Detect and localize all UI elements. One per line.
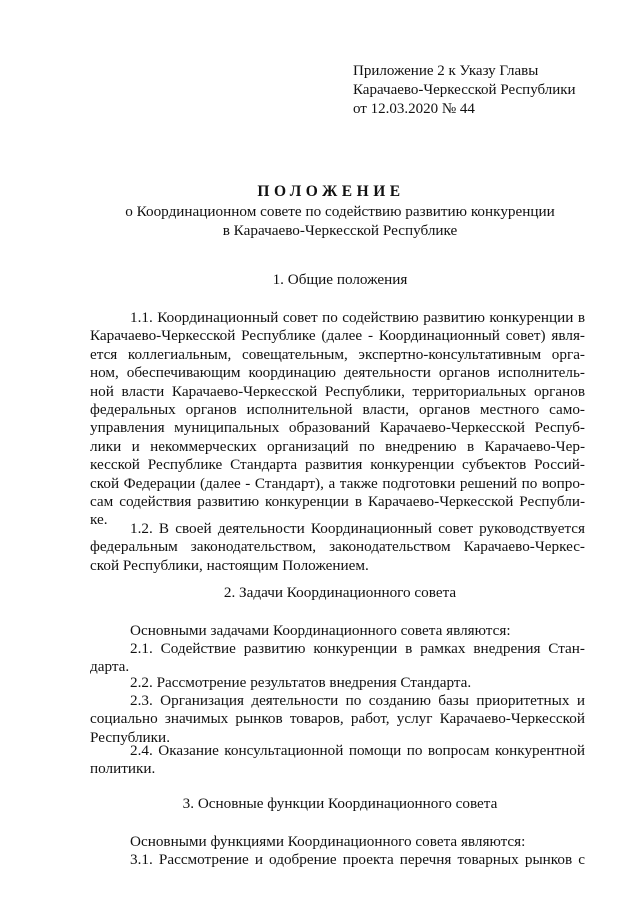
text-line: федеральных органов исполнительной власти, органов местного само- — [90, 400, 585, 418]
text-line: ской Республики, настоящим Положением. — [90, 556, 369, 574]
paragraph-2-3 — [90, 692, 585, 747]
text-line: 1.1. Координационный совет по содействию развитию конкуренции в — [130, 309, 585, 326]
appendix-line: от 12.03.2020 № 44 — [353, 101, 475, 117]
text-line: Карачаево-Черкесской Республике (далее - Координационный совет) явля- — [90, 327, 585, 345]
appendix-line: Приложение 2 к Указу Главы — [353, 63, 539, 79]
text-line: 1.2. В своей деятельности Координационный совет руководствуется — [130, 520, 585, 537]
section-2-heading: 2. Задачи Координационного совета — [223, 584, 457, 601]
paragraph-2-2 — [90, 674, 585, 692]
appendix-line: Карачаево-Черкесской Республики — [353, 82, 576, 98]
text-line: кесской Республике Стандарта развития конкуренции субъектов Россий- — [90, 456, 585, 474]
text-line: 2.1. Содействие развитию конкуренции в рамках внедрения Стан- — [130, 640, 585, 657]
paragraph-3-1 — [90, 851, 585, 869]
text-line: федеральным законодательством, законодательством Карачаево-Черкес- — [90, 538, 585, 556]
text-line: социально значимых рынков товаров, работ, услуг Карачаево-Черкесской — [90, 710, 585, 728]
text-line: сам содействия развитию конкуренции в Карачаево-Черкесской Республи- — [90, 492, 585, 510]
text-line: Основными задачами Координационного совета являются: — [130, 622, 511, 639]
paragraph-2-intro — [90, 622, 585, 640]
text-line: Основными функциями Координационного совета являются: — [130, 833, 526, 850]
text-line: ном, обеспечивающим координацию деятельности органов исполнитель- — [90, 364, 585, 382]
text-line: 3.1. Рассмотрение и одобрение проекта перечня товарных рынков с — [130, 851, 585, 868]
text-line: управления муниципальных образований Карачаево-Черкесской Респуб- — [90, 419, 585, 437]
document-subtitle — [90, 202, 590, 240]
text-line: ской Федерации (далее - Стандарт), а также подготовки решений по вопро- — [90, 474, 585, 492]
text-line: 2.2. Рассмотрение результатов внедрения Стандарта. — [130, 674, 472, 691]
section-1-heading: 1. Общие положения — [272, 271, 408, 288]
subtitle-line: в Карачаево-Черкесской Республике — [222, 222, 458, 239]
text-line: 2.3. Организация деятельности по созданию базы приоритетных и — [130, 692, 585, 709]
paragraph-3-intro — [90, 833, 585, 851]
text-line: ке. — [90, 511, 108, 529]
section-3-heading: 3. Основные функции Координационного совета — [182, 795, 498, 812]
text-line: Республики. — [90, 728, 170, 746]
paragraph-2-4 — [90, 742, 585, 779]
text-line: 2.4. Оказание консультационной помощи по вопросам конкурентной — [130, 742, 585, 759]
text-line: ется коллегиальным, совещательным, экспертно-консультативным орга- — [90, 345, 585, 363]
paragraph-2-1 — [90, 640, 585, 677]
appendix-reference — [353, 62, 613, 119]
document-title: ПОЛОЖЕНИЕ — [257, 183, 405, 200]
paragraph-1-1 — [90, 309, 585, 530]
text-line: лики и некоммерческих организаций по внедрению в Карачаево-Чер- — [90, 437, 585, 455]
paragraph-1-2 — [90, 520, 585, 575]
text-line: политики. — [90, 760, 156, 778]
subtitle-line: о Координационном совете по содействию развитию конкуренции — [125, 203, 555, 220]
text-line: дарта. — [90, 658, 130, 676]
text-line: ной власти Карачаево-Черкесской Республики, территориальных органов — [90, 382, 585, 400]
